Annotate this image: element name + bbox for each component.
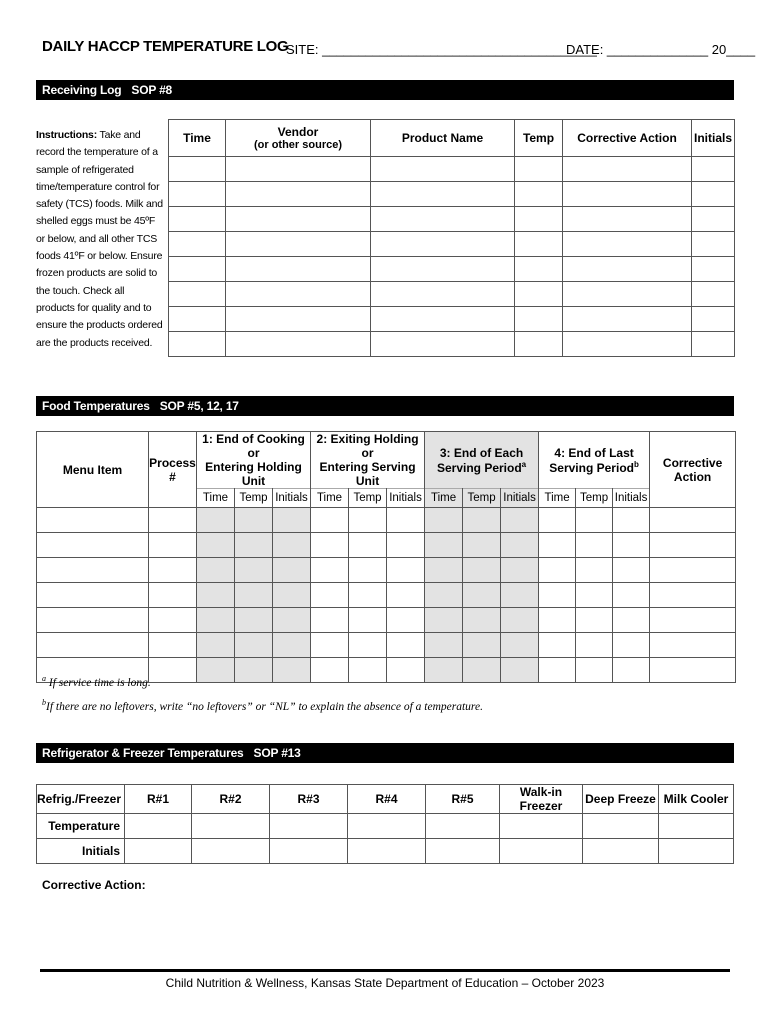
food-entry-cell[interactable] [650,608,736,633]
receiving-entry-cell[interactable] [563,257,692,282]
food-entry-cell[interactable] [576,608,613,633]
receiving-entry-row [169,157,735,182]
food-entry-cell[interactable] [349,583,387,608]
fridge-entry-cell[interactable] [500,839,583,864]
receiving-entry-cell[interactable] [515,232,563,257]
receiving-entry-cell[interactable] [371,332,515,357]
col-product: Product Name [371,120,515,157]
fridge-entry-cell[interactable] [270,839,348,864]
food-entry-cell[interactable] [311,608,349,633]
receiving-entry-cell[interactable] [371,207,515,232]
receiving-entry-cell[interactable] [563,157,692,182]
food-entry-cell[interactable] [501,633,539,658]
footnote-b-text: If there are no leftovers, write “no leftovers” or “NL” to explain the absence of a temperature. [46,700,483,713]
receiving-entry-cell[interactable] [515,207,563,232]
col-process [149,432,197,508]
food-entry-cell[interactable] [425,583,463,608]
receiving-entry-cell[interactable] [563,332,692,357]
food-entry-cell[interactable] [37,508,149,533]
site-field[interactable]: SITE: ______________________________________ [286,42,597,57]
col-corrective-action [650,432,736,508]
group-end-of-each-serving [425,432,539,489]
col-vendor-sub: (or other source) [253,139,342,151]
group2-line2: Entering Serving Unit [319,460,416,488]
fridge-entry-cell[interactable] [583,839,659,864]
food-sub-initials: Initials [387,489,425,508]
receiving-entry-cell[interactable] [692,257,735,282]
food-entry-cell[interactable] [613,633,650,658]
footer-rule [40,969,730,972]
receiving-entry-cell[interactable] [563,207,692,232]
food-entry-cell[interactable] [349,633,387,658]
receiving-entry-cell[interactable] [226,257,371,282]
food-entry-cell[interactable] [197,508,235,533]
food-entry-cell[interactable] [425,558,463,583]
fridge-entry-cell[interactable] [348,839,426,864]
receiving-entry-cell[interactable] [563,282,692,307]
food-entry-cell[interactable] [37,608,149,633]
receiving-entry-cell[interactable] [515,282,563,307]
receiving-entry-row [169,307,735,332]
food-entry-cell[interactable] [539,558,576,583]
receiving-log-table [168,119,735,357]
food-entry-cell[interactable] [273,558,311,583]
food-sub-initials: Initials [613,489,650,508]
food-entry-cell[interactable] [149,633,197,658]
food-entry-cell[interactable] [539,608,576,633]
food-entry-cell[interactable] [463,558,501,583]
fridge-unit-header: R#2 [192,785,270,814]
fridge-entry-cell[interactable] [583,814,659,839]
food-footnotes [42,669,483,717]
food-entry-cell[interactable] [387,583,425,608]
receiving-entry-cell[interactable] [515,332,563,357]
receiving-entry-cell[interactable] [226,157,371,182]
food-entry-cell[interactable] [149,533,197,558]
food-entry-cell[interactable] [387,633,425,658]
food-entry-cell[interactable] [613,508,650,533]
fridge-entry-cell[interactable] [659,839,734,864]
food-entry-cell[interactable] [501,608,539,633]
receiving-entry-row [169,207,735,232]
food-entry-row [37,558,736,583]
receiving-entry-cell[interactable] [226,232,371,257]
food-entry-cell[interactable] [387,608,425,633]
food-entry-cell[interactable] [197,633,235,658]
fridge-entry-cell[interactable] [500,814,583,839]
food-entry-cell[interactable] [387,508,425,533]
fridge-entry-cell[interactable] [192,814,270,839]
receiving-entry-cell[interactable] [169,307,226,332]
page-title: DAILY HACCP TEMPERATURE LOG [42,38,289,55]
receiving-entry-cell[interactable] [563,232,692,257]
food-entry-cell[interactable] [425,508,463,533]
footnote-b-mark: b [42,697,46,707]
food-entry-cell[interactable] [576,558,613,583]
col-menu-item: Menu Item [37,432,149,508]
food-entry-cell[interactable] [349,558,387,583]
food-entry-cell[interactable] [235,583,273,608]
food-entry-cell[interactable] [273,533,311,558]
group-end-of-cooking [197,432,311,489]
food-entry-cell[interactable] [273,583,311,608]
food-entry-cell[interactable] [463,533,501,558]
food-entry-cell[interactable] [539,533,576,558]
food-entry-cell[interactable] [311,533,349,558]
food-temperatures-title: Food Temperatures [42,399,150,413]
food-entry-cell[interactable] [501,583,539,608]
fridge-freezer-title: Refrigerator & Freezer Temperatures [42,746,244,760]
food-entry-cell[interactable] [349,508,387,533]
food-entry-cell[interactable] [197,558,235,583]
food-entry-cell[interactable] [235,508,273,533]
fridge-unit-header: Walk-in Freezer [500,785,583,814]
food-entry-cell[interactable] [650,533,736,558]
group3-line1: 3: End of Each [439,445,524,460]
food-sub-time: Time [311,489,349,508]
fridge-freezer-sop: SOP #13 [253,746,301,760]
fridge-entry-cell[interactable] [125,839,192,864]
food-entry-cell[interactable] [37,633,149,658]
footnote-a [42,669,483,693]
food-entry-cell[interactable] [149,558,197,583]
fridge-entry-cell[interactable] [125,814,192,839]
receiving-entry-cell[interactable] [515,257,563,282]
food-sub-temp: Temp [463,489,501,508]
corrective-line1: Corrective [662,455,723,470]
group1-line2: Entering Holding Unit [205,460,302,488]
receiving-entry-row [169,257,735,282]
receiving-log-sop: SOP #8 [131,83,173,97]
food-entry-cell[interactable] [311,558,349,583]
receiving-entry-cell[interactable] [692,232,735,257]
food-entry-cell[interactable] [387,558,425,583]
receiving-entry-cell[interactable] [692,182,735,207]
food-entry-cell[interactable] [650,658,736,683]
receiving-entry-cell[interactable] [371,257,515,282]
food-sub-temp: Temp [349,489,387,508]
food-entry-cell[interactable] [539,658,576,683]
receiving-entry-cell[interactable] [226,307,371,332]
food-entry-cell[interactable] [650,508,736,533]
col-initials: Initials [692,120,735,157]
group4-line2: Serving Period [549,460,634,475]
food-entry-cell[interactable] [349,608,387,633]
fridge-freezer-bar [36,743,734,763]
receiving-entry-cell[interactable] [692,307,735,332]
corrective-line2: Action [673,469,712,484]
fridge-entry-cell[interactable] [659,814,734,839]
food-entry-cell[interactable] [539,633,576,658]
food-entry-cell[interactable] [501,658,539,683]
food-entry-cell[interactable] [273,608,311,633]
instructions-label: Instructions: [36,129,97,141]
group-end-of-last-serving [539,432,650,489]
food-entry-cell[interactable] [425,608,463,633]
receiving-entry-cell[interactable] [169,182,226,207]
food-entry-cell[interactable] [197,608,235,633]
food-sub-time: Time [425,489,463,508]
receiving-entry-cell[interactable] [692,282,735,307]
fridge-temperature-label: Temperature [37,814,125,839]
fridge-entry-cell[interactable] [426,814,500,839]
fridge-row-header: Refrig./Freezer [37,785,125,814]
food-entry-row [37,508,736,533]
receiving-entry-row [169,282,735,307]
food-entry-cell[interactable] [149,508,197,533]
corrective-action-label: Corrective Action: [42,878,146,892]
food-entry-cell[interactable] [501,533,539,558]
receiving-log-title: Receiving Log [42,83,122,97]
col-temp: Temp [515,120,563,157]
receiving-entry-cell[interactable] [515,307,563,332]
receiving-entry-cell[interactable] [692,207,735,232]
food-temperatures-sop: SOP #5, 12, 17 [159,399,239,413]
fridge-entry-cell[interactable] [192,839,270,864]
receiving-entry-cell[interactable] [515,182,563,207]
food-sub-initials: Initials [501,489,539,508]
food-entry-cell[interactable] [501,558,539,583]
food-entry-cell[interactable] [37,533,149,558]
food-entry-cell[interactable] [613,583,650,608]
food-entry-cell[interactable] [273,508,311,533]
food-entry-row [37,583,736,608]
food-entry-cell[interactable] [311,633,349,658]
receiving-entry-cell[interactable] [226,332,371,357]
fridge-header-row [37,785,734,814]
food-entry-cell[interactable] [463,583,501,608]
receiving-entry-cell[interactable] [371,232,515,257]
food-entry-cell[interactable] [576,533,613,558]
receiving-entry-row [169,332,735,357]
food-entry-row [37,533,736,558]
fridge-entry-cell[interactable] [426,839,500,864]
footnote-a-mark: a [42,674,46,683]
footnote-b [42,693,483,717]
group2-line1: 2: Exiting Holding or [316,432,419,460]
food-entry-cell[interactable] [463,508,501,533]
fridge-unit-header: R#1 [125,785,192,814]
food-sub-time: Time [539,489,576,508]
receiving-entry-cell[interactable] [169,282,226,307]
receiving-entry-row [169,182,735,207]
food-entry-cell[interactable] [387,533,425,558]
food-entry-cell[interactable] [501,508,539,533]
food-entry-cell[interactable] [197,533,235,558]
food-entry-row [37,633,736,658]
food-entry-cell[interactable] [650,558,736,583]
receiving-entry-cell[interactable] [692,332,735,357]
receiving-entry-cell[interactable] [226,182,371,207]
receiving-instructions [36,127,164,352]
food-entry-cell[interactable] [37,583,149,608]
receiving-entry-cell[interactable] [692,157,735,182]
col-vendor-label: Vendor [277,125,319,139]
receiving-entry-cell[interactable] [515,157,563,182]
food-entry-cell[interactable] [235,533,273,558]
col-corrective: Corrective Action [563,120,692,157]
col-process-line2: # [169,469,176,484]
food-entry-cell[interactable] [311,508,349,533]
food-entry-cell[interactable] [576,633,613,658]
group3-line2-wrap [425,460,538,475]
fridge-unit-header: Milk Cooler [659,785,734,814]
food-entry-cell[interactable] [613,533,650,558]
receiving-entry-cell[interactable] [371,157,515,182]
food-entry-cell[interactable] [235,608,273,633]
fridge-unit-header: R#5 [426,785,500,814]
fridge-unit-header: R#3 [270,785,348,814]
instructions-text: Take and record the temperature of a sample of refrigerated time/temperature control for safety (TCS) foods. Milk and shelled eggs must be 45ºF or below, and all other TCS foods 41ºF or below. Ensure frozen products are solid to the touch. Check all products for quality and to ensure the products ordered are the products received. [36,129,163,349]
food-entry-cell[interactable] [197,583,235,608]
col-vendor [226,120,371,157]
food-entry-cell[interactable] [650,583,736,608]
group4-line1: 4: End of Last [554,445,634,460]
group1-line1: 1: End of Cooking or [202,432,305,460]
food-entry-cell[interactable] [539,583,576,608]
food-entry-cell[interactable] [463,608,501,633]
group3-sup: a [521,459,527,469]
food-entry-cell[interactable] [613,558,650,583]
receiving-entry-cell[interactable] [169,207,226,232]
col-time: Time [169,120,226,157]
food-sub-temp: Temp [235,489,273,508]
fridge-initials-row [37,839,734,864]
receiving-entry-cell[interactable] [371,307,515,332]
food-entry-cell[interactable] [539,508,576,533]
food-entry-cell[interactable] [576,508,613,533]
footnote-a-text: If service time is long. [48,676,151,689]
receiving-entry-cell[interactable] [563,307,692,332]
fridge-freezer-table [36,784,734,864]
food-sub-temp: Temp [576,489,613,508]
food-entry-cell[interactable] [576,583,613,608]
food-entry-cell[interactable] [425,533,463,558]
food-entry-cell[interactable] [613,658,650,683]
food-entry-cell[interactable] [149,583,197,608]
fridge-temperature-row [37,814,734,839]
fridge-entry-cell[interactable] [348,814,426,839]
fridge-entry-cell[interactable] [270,814,348,839]
receiving-entry-cell[interactable] [169,257,226,282]
col-process-line1: Process [149,455,196,470]
receiving-entry-cell[interactable] [169,157,226,182]
group4-line2-wrap [539,460,649,475]
date-field[interactable]: DATE: ______________ 20____ [566,42,756,57]
food-entry-cell[interactable] [149,608,197,633]
food-entry-cell[interactable] [235,633,273,658]
fridge-initials-label: Initials [37,839,125,864]
food-entry-cell[interactable] [425,633,463,658]
food-entry-row [37,608,736,633]
food-entry-cell[interactable] [463,633,501,658]
group4-sup: b [633,459,639,469]
receiving-log-bar [36,80,734,100]
food-entry-cell[interactable] [37,558,149,583]
receiving-entry-cell[interactable] [371,182,515,207]
food-entry-cell[interactable] [576,658,613,683]
receiving-entry-cell[interactable] [371,282,515,307]
food-entry-cell[interactable] [273,633,311,658]
fridge-unit-header: Deep Freeze [583,785,659,814]
food-temperatures-bar [36,396,734,416]
fridge-unit-header: R#4 [348,785,426,814]
group-exiting-holding [311,432,425,489]
food-sub-initials: Initials [273,489,311,508]
food-entry-cell[interactable] [650,633,736,658]
receiving-entry-cell[interactable] [169,232,226,257]
food-entry-cell[interactable] [235,558,273,583]
receiving-entry-row [169,232,735,257]
food-sub-time: Time [197,489,235,508]
receiving-entry-cell[interactable] [169,332,226,357]
food-entry-cell[interactable] [311,583,349,608]
footer-text: Child Nutrition & Wellness, Kansas State Department of Education – October 2023 [165,976,605,990]
receiving-entry-cell[interactable] [226,207,371,232]
food-temperatures-table [36,431,736,683]
receiving-entry-cell[interactable] [226,282,371,307]
food-entry-cell[interactable] [349,533,387,558]
receiving-entry-cell[interactable] [563,182,692,207]
group3-line2: Serving Period [436,460,522,475]
food-entry-cell[interactable] [613,608,650,633]
